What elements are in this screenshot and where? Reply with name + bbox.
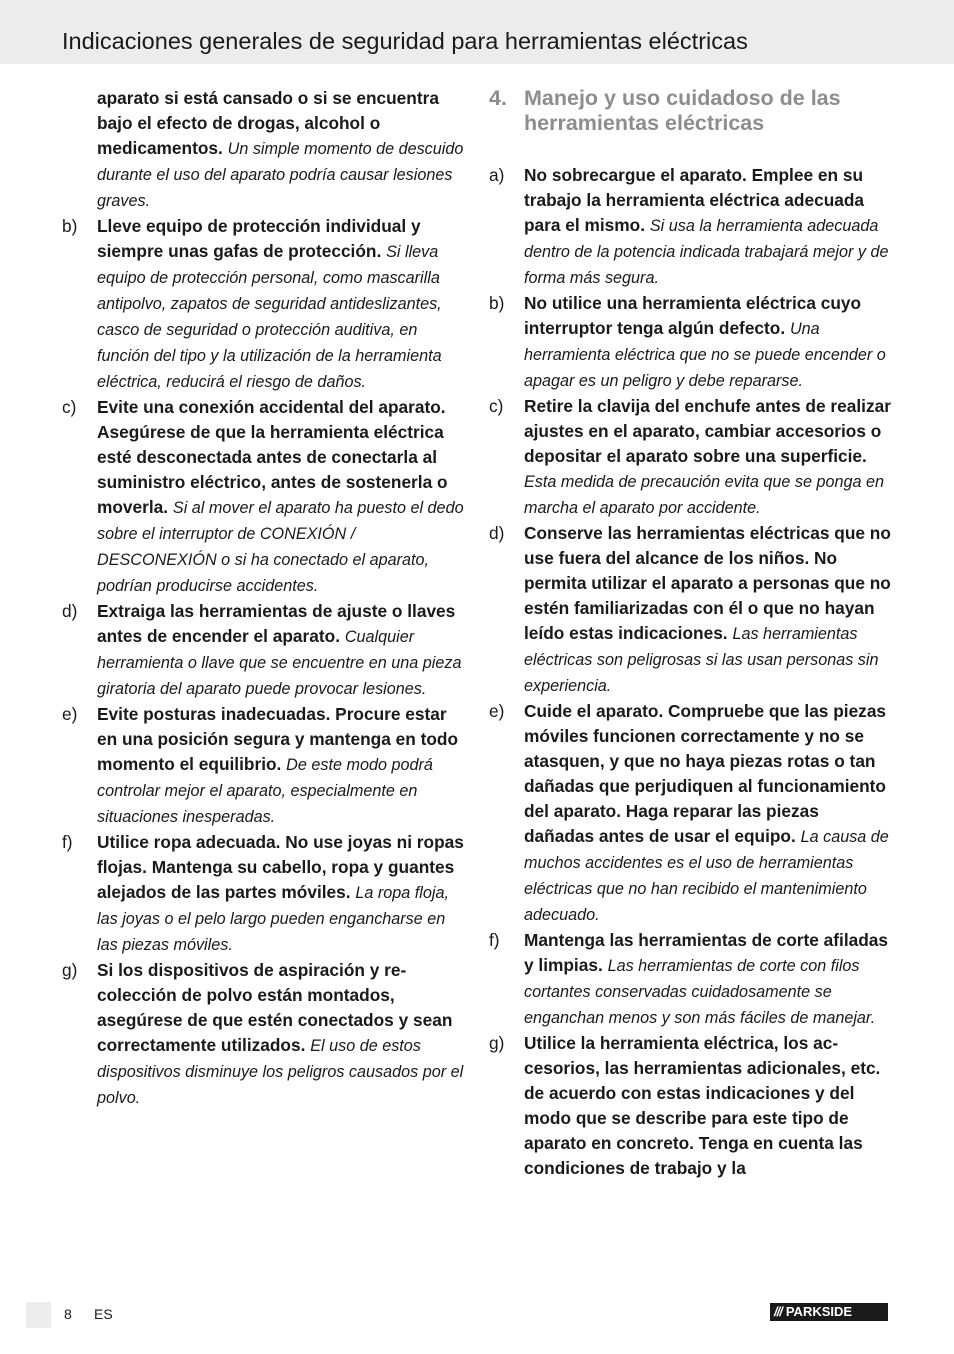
item-italic-text: La causa de muchos accidentes es el uso de herramientas eléctricas que no han recibido el mantenimiento adecuado. — [524, 828, 889, 924]
handling-item-a — [489, 163, 893, 291]
handling-item-c — [489, 394, 893, 521]
item-italic-text: Si usa la herramienta adecuada dentro de la potencia indicada trabajará mejor y de forma más segura. — [524, 217, 889, 287]
parkside-logo — [770, 1303, 888, 1321]
item-letter: f) — [62, 832, 73, 852]
safety-item-d — [62, 599, 466, 702]
item-bold-text: Cuide el aparato. Compruebe que las piezas móviles funcionen correctamente y no se atasquen, y que no haya piezas rotas o tan dañadas que perjudiquen al funcionamiento del aparato. Haga reparar las piezas dañadas antes de usar el equipo. — [524, 701, 887, 846]
item-letter: g) — [489, 1033, 505, 1053]
item-bold-text: No utilice una herramienta eléctrica cuyo interruptor tenga algún defecto. — [524, 293, 862, 338]
left-column — [62, 86, 466, 1111]
safety-item-g — [62, 958, 466, 1111]
item-italic-text: Si lleva equipo de protección personal, como mascarilla antipolvo, zapatos de seguridad antideslizantes, casco de seguridad o protección auditiva, en función del tipo y la utilización de la herramienta eléctrica, reducirá el riesgo de daños. — [97, 243, 442, 391]
item-italic-text: Un simple momento de descuido durante el uso del aparato podría causar lesiones graves. — [97, 140, 464, 210]
item-bold-text: Evite posturas inadecuadas. Procure estar en una posición segura y mantenga en todo momento el equilibrio. — [97, 704, 459, 774]
brand-name: PARKSIDE — [785, 1304, 853, 1319]
item-letter: d) — [489, 523, 505, 543]
item-italic-text: De este modo podrá controlar mejor el aparato, especialmente en situaciones inesperadas. — [97, 756, 433, 826]
page-marker-box — [26, 1302, 51, 1328]
handling-item-e — [489, 699, 893, 928]
section-heading — [489, 86, 893, 136]
item-letter: g) — [62, 960, 78, 980]
item-italic-text: Esta medida de precaución evita que se ponga en marcha el aparato por accidente. — [524, 473, 884, 517]
handling-item-b — [489, 291, 893, 394]
item-italic-text: Las herramientas eléctricas son peligrosas si las usan personas sin experiencia. — [524, 625, 879, 695]
item-bold-text: Extraiga las herramientas de ajuste o llaves antes de encender el aparato. — [97, 601, 456, 646]
page-number: 8 — [64, 1306, 72, 1322]
section-title: Manejo y uso cuidadoso de las herramientas eléctricas — [524, 86, 841, 135]
item-letter: a) — [489, 165, 505, 185]
item-letter: e) — [62, 704, 78, 724]
safety-item-f — [62, 830, 466, 958]
item-letter: f) — [489, 930, 500, 950]
item-italic-text: Si al mover el aparato ha puesto el dedo sobre el interruptor de CONEXIÓN / DESCONEXIÓN o si ha conectado el aparato, podrían producirse accidentes. — [97, 499, 464, 595]
safety-item-c — [62, 395, 466, 599]
header-band — [0, 0, 954, 64]
item-bold-text: No sobrecargue el aparato. Emplee en su trabajo la herramienta eléctrica adecuada para el mismo. — [524, 165, 865, 235]
item-italic-text: Una herramienta eléctrica que no se puede encender o apagar es un peligro y debe repararse. — [524, 320, 886, 390]
item-letter: c) — [489, 396, 504, 416]
continued-paragraph — [62, 86, 466, 214]
language-code: ES — [94, 1306, 113, 1322]
handling-item-g — [489, 1031, 893, 1181]
handling-item-f — [489, 928, 893, 1031]
item-letter: b) — [62, 216, 78, 236]
item-bold-text: Si los dispositivos de aspiración y recolección de polvo están montados, asegúrese de que estén conectados y sean correctamente utilizados. — [97, 960, 453, 1055]
item-letter: b) — [489, 293, 505, 313]
item-letter: d) — [62, 601, 78, 621]
safety-item-e — [62, 702, 466, 830]
item-bold-text: Mantenga las herramientas de corte afiladas y limpias. — [524, 930, 889, 975]
page-title: Indicaciones generales de seguridad para herramientas eléctricas — [62, 28, 748, 54]
item-bold-text: Evite una conexión accidental del aparato. Asegúrese de que la herramienta eléctrica esté desconectada antes de conectarla al suministro eléctrico, antes de sostenerla o moverla. — [97, 397, 448, 517]
item-bold-text: Lleve equipo de protección individual y siempre unas gafas de protección. — [97, 216, 421, 261]
logo-stripes-icon: /// — [774, 1304, 782, 1319]
item-letter: e) — [489, 701, 505, 721]
item-italic-text: El uso de estos dispositivos disminuye los peligros causados por el polvo. — [97, 1037, 464, 1107]
item-italic-text: La ropa floja, las joyas o el pelo largo pueden engancharse en las piezas móviles. — [97, 884, 449, 954]
safety-item-b — [62, 214, 466, 395]
item-bold-text: Retire la clavija del enchufe antes de realizar ajustes en el aparato, cambiar accesorios o depositar el aparato sobre una superficie. — [524, 396, 891, 466]
item-italic-text: Las herramientas de corte con filos cortantes conservadas cuidadosamente se enganchan menos y son más fáciles de manejar. — [524, 957, 876, 1027]
handling-item-d — [489, 521, 893, 699]
section-number: 4. — [489, 86, 507, 110]
item-bold-text: Utilice la herramienta eléctrica, los accesorios, las herramientas adicionales, etc. de acuerdo con estas indicaciones y del modo que se describe para este tipo de aparato en concreto. Tenga en cuenta las condiciones de trabajo y la — [524, 1033, 881, 1178]
item-italic-text: Cualquier herramienta o llave que se encuentre en una pieza giratoria del aparato puede provocar lesiones. — [97, 628, 462, 698]
item-bold-text: aparato si está cansado o si se encuentra bajo el efecto de drogas, alcohol o medicamentos. — [97, 88, 439, 158]
item-bold-text: Conserve las herramientas eléctricas que no use fuera del alcance de los niños. No permita utilizar el aparato a personas que no estén familiarizadas con él o que no hayan leído estas indicaciones. — [524, 523, 891, 643]
item-bold-text: Utilice ropa adecuada. No use joyas ni ropas flojas. Mantenga su cabello, ropa y guantes alejados de las partes móviles. — [97, 832, 464, 902]
item-letter: c) — [62, 397, 77, 417]
right-column — [489, 86, 893, 1181]
